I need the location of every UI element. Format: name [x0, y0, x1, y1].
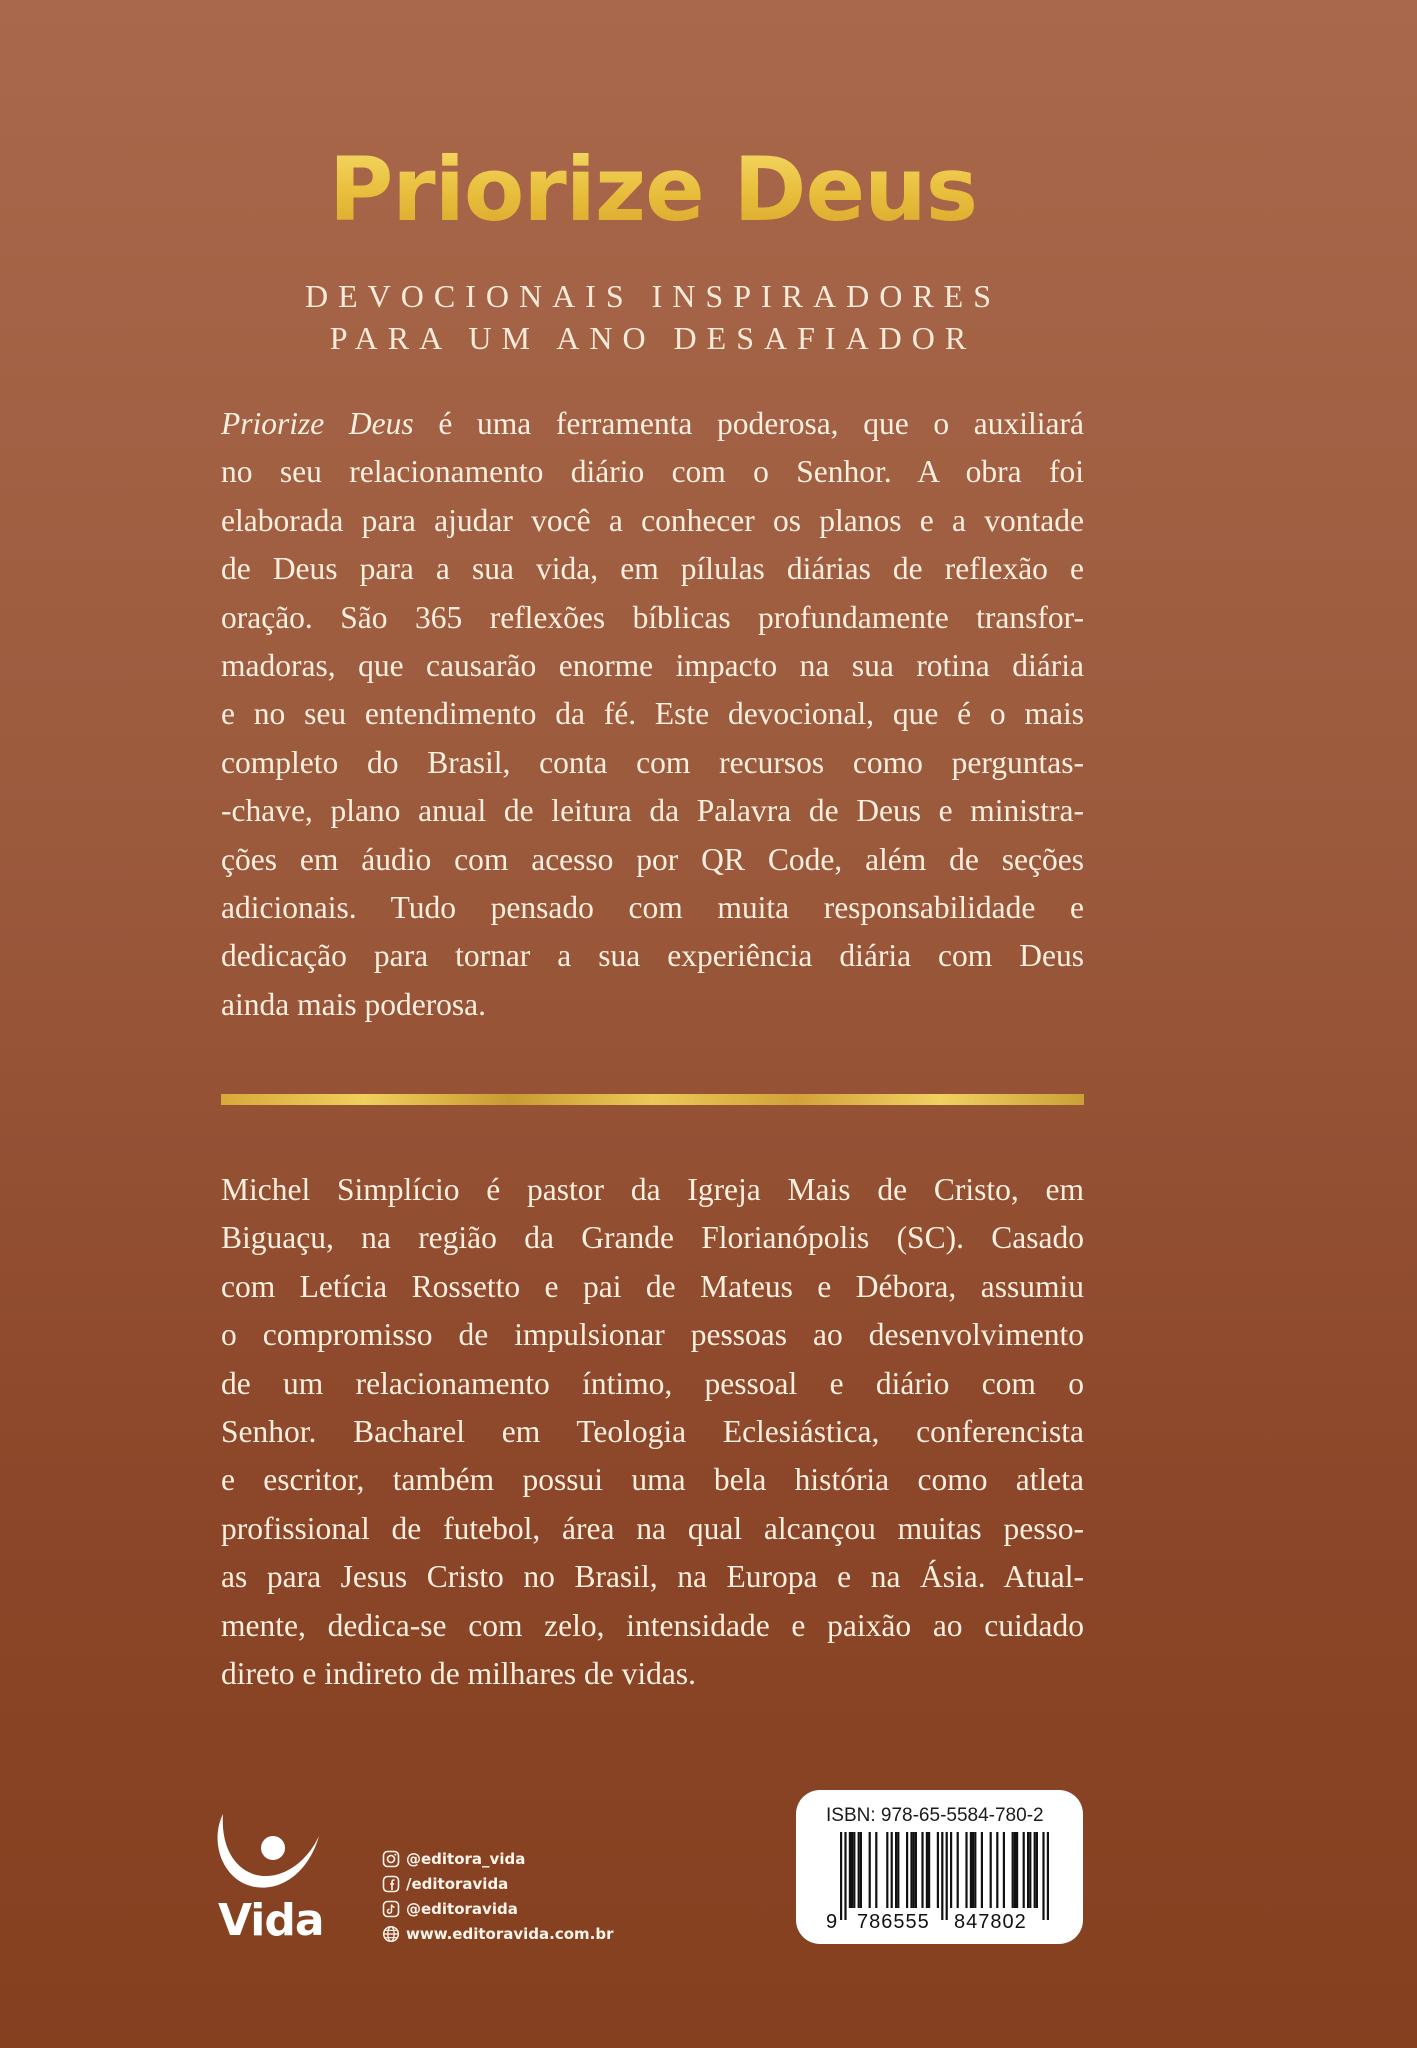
- description-line: madoras, que causarão enorme impacto na sua rotina diária: [221, 648, 1084, 684]
- barcode-bar: [849, 1832, 851, 1908]
- barcode-bar: [840, 1832, 842, 1920]
- description-line: e no seu entendimento da fé. Este devocional, que é o mais: [221, 696, 1084, 732]
- barcode-bar: [1034, 1832, 1036, 1908]
- barcode-bar: [897, 1832, 899, 1908]
- subtitle-line-1: DEVOCIONAIS INSPIRADORES: [304, 278, 1002, 314]
- description-line: no seu relacionamento diário com o Senhor. A obra foi: [221, 454, 1084, 490]
- isbn-barcode: [824, 1832, 1058, 1930]
- barcode-bar: [869, 1832, 871, 1908]
- publisher-logo-text: Vida: [218, 1895, 324, 1946]
- publisher-social-links: [382, 1846, 614, 1946]
- barcode-digits-left: 786555: [857, 1911, 930, 1930]
- author-bio-line: de um relacionamento íntimo, pessoal e diário com o: [221, 1365, 1084, 1401]
- description-line: oração. São 365 reflexões bíblicas profundamente transfor-: [221, 599, 1084, 635]
- barcode-bar: [913, 1832, 915, 1908]
- author-bio-line: Michel Simplício é pastor da Igreja Mais de Cristo, em: [221, 1172, 1084, 1207]
- description-line: de Deus para a sua vida, em pílulas diárias de reflexão e: [221, 551, 1084, 587]
- barcode-bar: [875, 1832, 877, 1908]
- barcode-bar: [915, 1832, 917, 1908]
- instagram-icon: [382, 1850, 400, 1868]
- description-line-rest: é uma ferramenta poderosa, que o auxiliará: [413, 406, 1084, 441]
- barcode-bar: [972, 1832, 974, 1908]
- barcode-bar: [1016, 1832, 1018, 1908]
- book-description: [221, 400, 1084, 1029]
- barcode-digits-right: 847802: [954, 1911, 1027, 1930]
- barcode-bar: [1036, 1832, 1038, 1908]
- social-instagram[interactable]: [382, 1846, 614, 1871]
- barcode-bar: [844, 1832, 846, 1920]
- barcode-bar: [860, 1832, 862, 1908]
- author-bio-line: o compromisso de impulsionar pessoas ao desenvolvimento: [221, 1317, 1084, 1353]
- barcode-bar: [1014, 1832, 1016, 1908]
- author-bio-line: Biguaçu, na região da Grande Florianópolis (SC). Casado: [221, 1220, 1084, 1256]
- social-instagram-handle: @editora_vida: [406, 1849, 526, 1868]
- barcode-bar: [853, 1832, 855, 1908]
- barcode-bar: [921, 1832, 923, 1908]
- barcode-bar: [906, 1832, 908, 1908]
- social-facebook-handle: /editoravida: [406, 1874, 509, 1893]
- barcode-bar: [990, 1832, 992, 1908]
- social-tiktok-handle: @editoravida: [406, 1899, 518, 1918]
- barcode-bar: [1047, 1832, 1049, 1920]
- social-facebook[interactable]: [382, 1871, 614, 1896]
- barcode-bar: [1027, 1832, 1029, 1908]
- barcode-bar: [1029, 1832, 1031, 1908]
- barcode-bar: [941, 1832, 943, 1920]
- barcode-bar: [974, 1832, 976, 1908]
- description-line: -chave, plano anual de leitura da Palavra de Deus e ministra-: [221, 793, 1084, 829]
- author-bio-line: e escritor, também possui uma bela história como atleta: [221, 1462, 1084, 1498]
- description-line: ções em áudio com acesso por QR Code, além de seções: [221, 841, 1084, 877]
- barcode-bar: [851, 1832, 853, 1908]
- description-line: dedicação para tornar a sua experiência diária com Deus: [221, 938, 1084, 974]
- barcode-bar: [858, 1832, 860, 1908]
- barcode-bar: [926, 1832, 928, 1908]
- description-line: [221, 400, 1084, 448]
- barcode-bar: [1023, 1832, 1025, 1908]
- description-line: completo do Brasil, conta com recursos como perguntas-: [221, 744, 1084, 780]
- barcode-bar: [957, 1832, 959, 1908]
- author-bio-line: as para Jesus Cristo no Brasil, na Europa e na Ásia. Atual-: [221, 1559, 1084, 1595]
- description-line: adicionais. Tudo pensado com muita responsabilidade e: [221, 890, 1084, 926]
- subtitle-line-2: PARA UM ANO DESAFIADOR: [329, 320, 977, 356]
- description-italic-title: Priorize Deus: [221, 406, 414, 441]
- barcode-bar: [895, 1832, 897, 1908]
- book-title: Priorize Deus: [0, 138, 1306, 241]
- barcode-bar: [910, 1832, 912, 1908]
- globe-icon: [382, 1925, 400, 1943]
- barcode-bar: [950, 1832, 952, 1908]
- barcode-bar: [891, 1832, 893, 1908]
- barcode-bar: [1042, 1832, 1044, 1920]
- barcode-bar: [981, 1832, 983, 1908]
- barcode-bar: [970, 1832, 972, 1908]
- barcode-bar: [996, 1832, 998, 1908]
- barcode-digit-first: 9: [826, 1911, 838, 1930]
- author-bio: [221, 1166, 1084, 1698]
- social-website-url: www.editoravida.com.br: [406, 1924, 614, 1943]
- gold-divider: [221, 1094, 1084, 1105]
- barcode-bar: [946, 1832, 948, 1920]
- description-line: elaborada para ajudar você a conhecer os planos e a vontade: [221, 502, 1084, 538]
- social-website[interactable]: [382, 1921, 614, 1946]
- barcode-bar: [1003, 1832, 1005, 1908]
- social-tiktok[interactable]: [382, 1896, 614, 1921]
- barcode-bar: [928, 1832, 930, 1908]
- isbn-label: ISBN: 978-65-5584-780-2: [826, 1805, 1044, 1826]
- author-bio-line: Senhor. Bacharel em Teologia Eclesiástica, conferencista: [221, 1414, 1084, 1450]
- barcode-bar: [937, 1832, 939, 1908]
- author-bio-line: mente, dedica-se com zelo, intensidade e paixão ao cuidado: [221, 1607, 1084, 1643]
- barcode-bar: [965, 1832, 967, 1908]
- description-line: ainda mais poderosa.: [221, 986, 487, 1022]
- facebook-icon: [382, 1875, 400, 1893]
- author-bio-line: direto e indireto de milhares de vidas.: [221, 1656, 696, 1692]
- author-bio-line: com Letícia Rossetto e pai de Mateus e Débora, assumiu: [221, 1268, 1084, 1304]
- tiktok-icon: [382, 1900, 400, 1918]
- barcode-bar: [886, 1832, 888, 1908]
- author-bio-line: profissional de futebol, área na qual alcançou muitas pesso-: [221, 1510, 1084, 1546]
- isbn-barcode-box: [796, 1790, 1083, 1944]
- barcode-bar: [1012, 1832, 1014, 1908]
